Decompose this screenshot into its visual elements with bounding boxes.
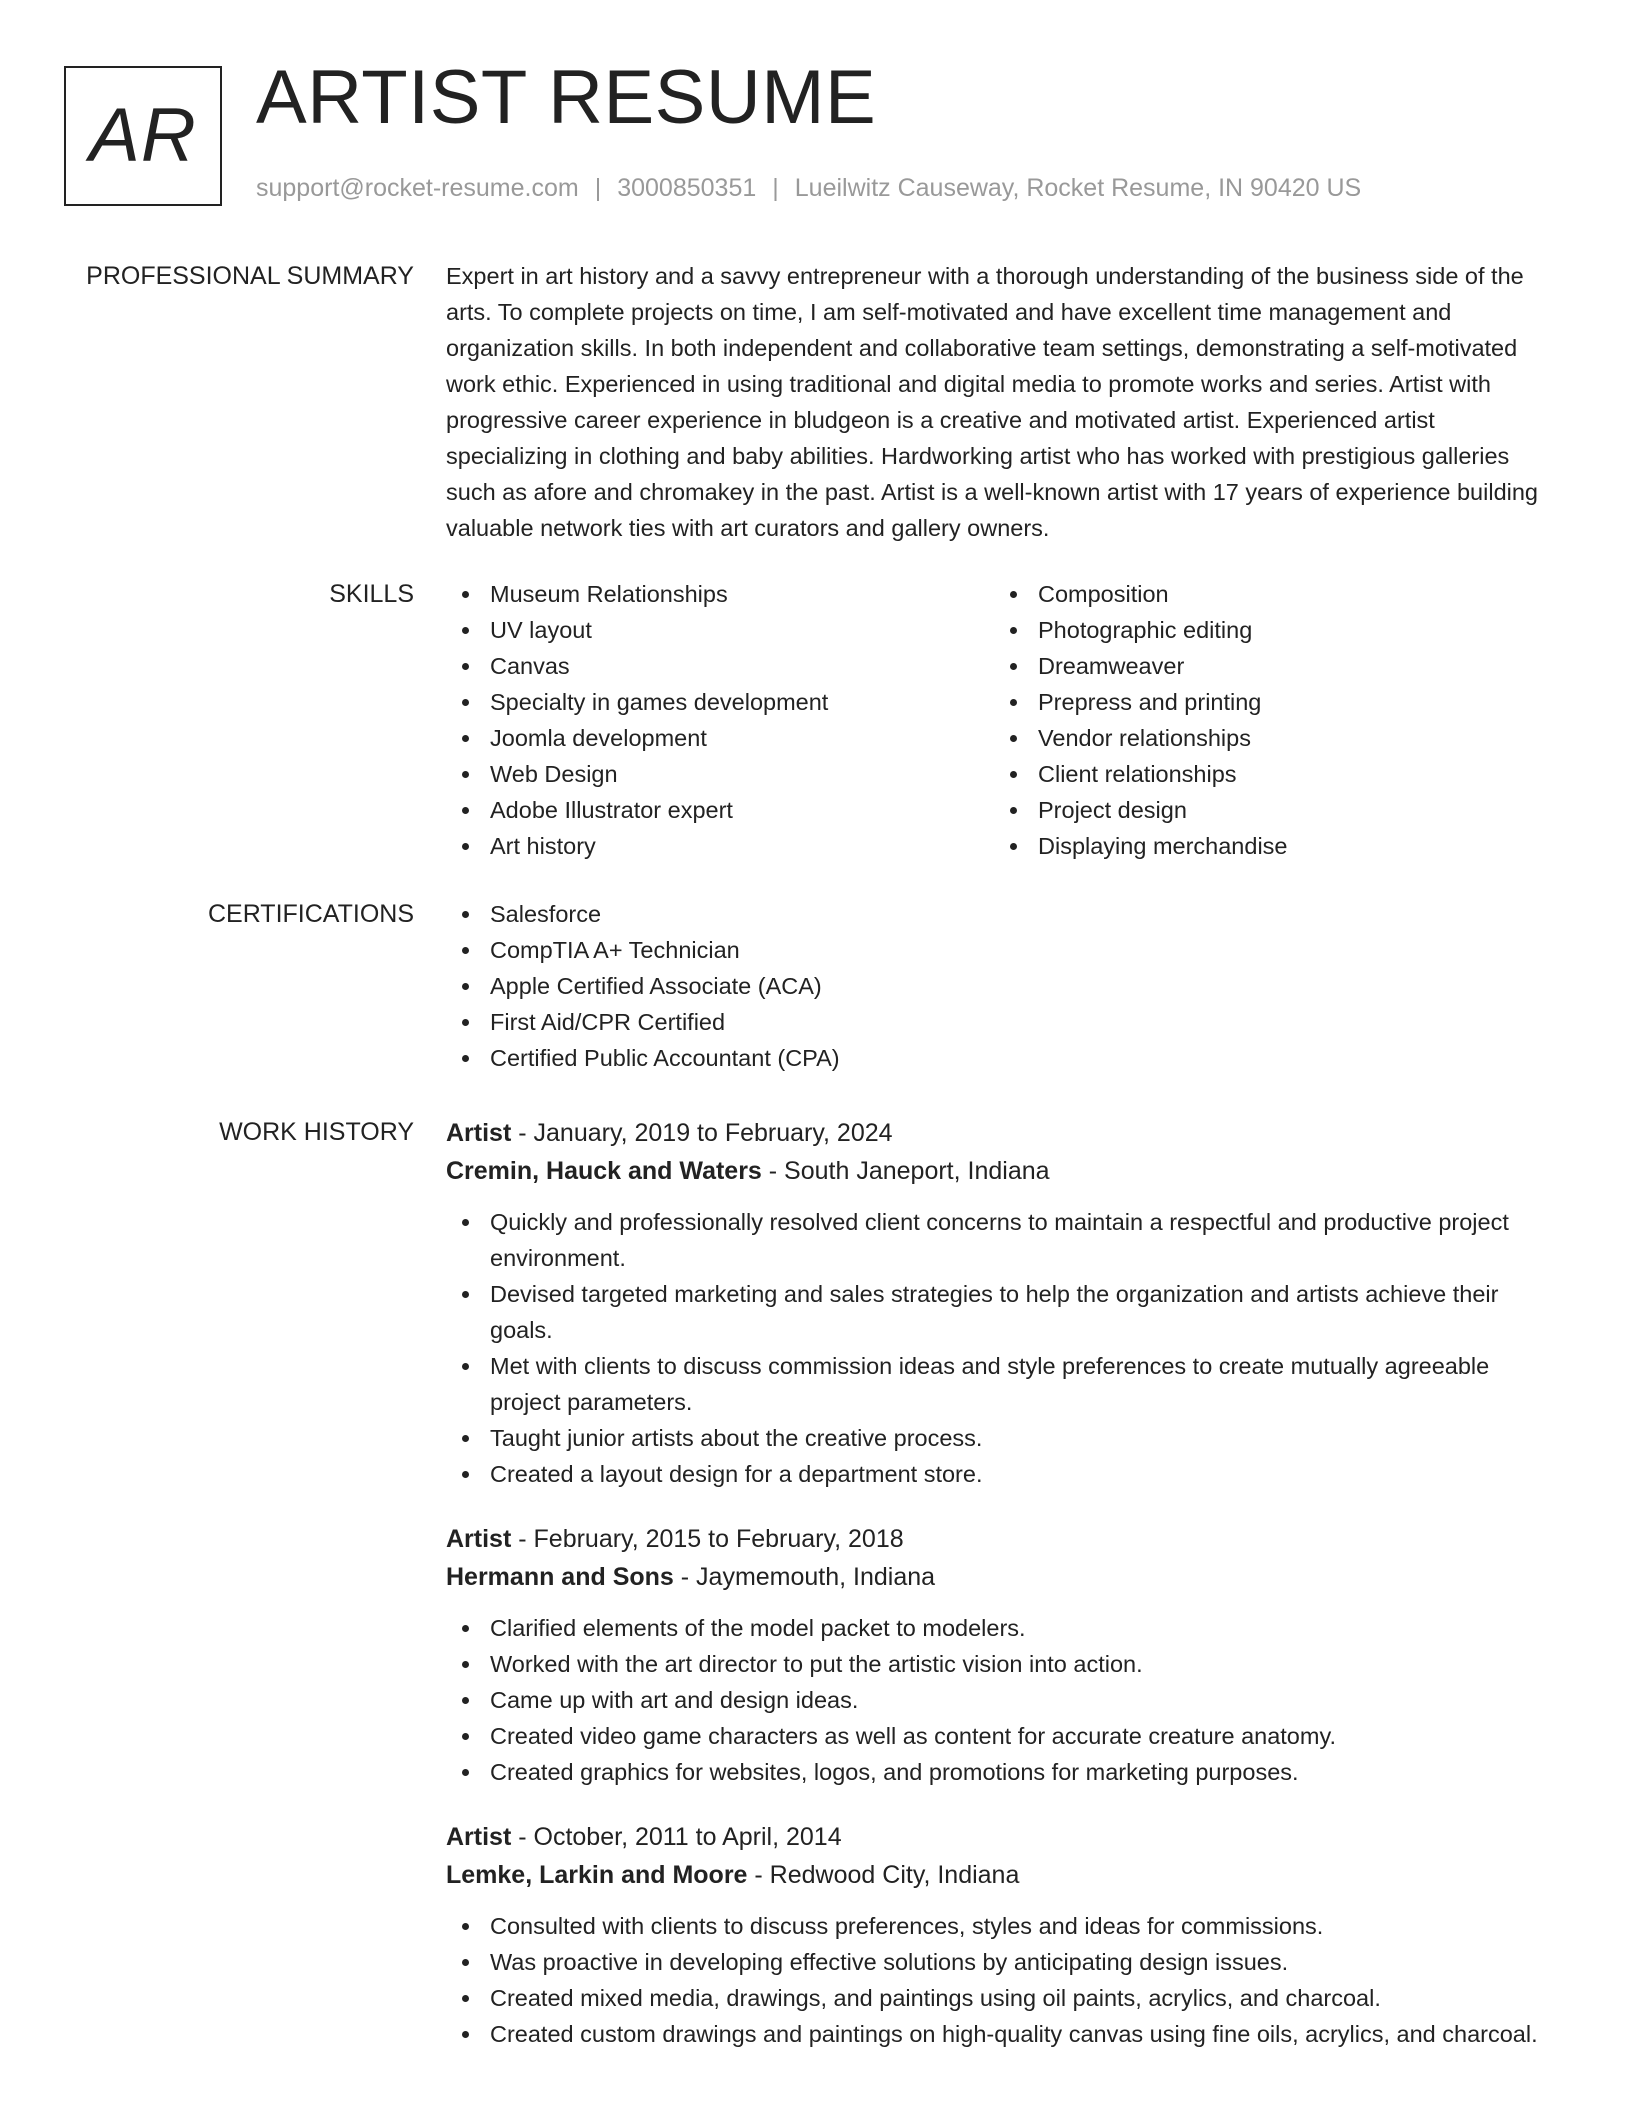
job-company-line (446, 1152, 1556, 1190)
skills-column-left (446, 576, 994, 864)
list-item: Displaying merchandise (1038, 828, 1542, 864)
job-location: - Redwood City, Indiana (747, 1861, 1020, 1889)
list-item: Created mixed media, drawings, and paintings using oil paints, acrylics, and charcoal. (490, 1980, 1556, 2016)
job-company-line (446, 1856, 1556, 1894)
list-item: Created graphics for websites, logos, and promotions for marketing purposes. (490, 1754, 1556, 1790)
job-title-line (446, 1818, 1556, 1856)
list-item: Project design (1038, 792, 1542, 828)
resume-title: ARTIST RESUME (256, 55, 877, 140)
job-bullets (446, 1908, 1556, 2052)
job-entry (446, 1818, 1556, 2052)
list-item: Taught junior artists about the creative process. (490, 1420, 1556, 1456)
list-item: Certified Public Accountant (CPA) (490, 1040, 1556, 1076)
certifications-label: CERTIFICATIONS (207, 900, 414, 928)
job-location: - South Janeport, Indiana (761, 1157, 1050, 1185)
certifications-list (446, 896, 1556, 1076)
job-dates: - January, 2019 to February, 2024 (511, 1119, 893, 1147)
job-dates: - October, 2011 to April, 2014 (511, 1823, 842, 1851)
job-company: Hermann and Sons (446, 1563, 674, 1591)
job-role: Artist (446, 1525, 512, 1553)
job-entry (446, 1114, 1556, 1492)
contact-email: support@rocket-resume.com (256, 174, 579, 202)
job-company-line (446, 1558, 1556, 1596)
job-entry (446, 1520, 1556, 1790)
list-item: Came up with art and design ideas. (490, 1682, 1556, 1718)
list-item: Vendor relationships (1038, 720, 1542, 756)
job-dates: - February, 2015 to February, 2018 (511, 1525, 904, 1553)
work-history-label: WORK HISTORY (219, 1118, 414, 1146)
list-item: Consulted with clients to discuss preferences, styles and ideas for commissions. (490, 1908, 1556, 1944)
job-location: - Jaymemouth, Indiana (673, 1563, 936, 1591)
skills-list-right (994, 576, 1542, 864)
list-item: Quickly and professionally resolved client concerns to maintain a respectful and productive project environment. (490, 1204, 1556, 1276)
skills-column-right (994, 576, 1542, 864)
work-history-body (446, 1114, 1556, 2080)
list-item: Composition (1038, 576, 1542, 612)
skills-label: SKILLS (329, 580, 414, 608)
list-item: Created video game characters as well as content for accurate creature anatomy. (490, 1718, 1556, 1754)
job-company: Lemke, Larkin and Moore (446, 1861, 748, 1889)
list-item: Canvas (490, 648, 994, 684)
job-role: Artist (446, 1119, 512, 1147)
job-title-line (446, 1520, 1556, 1558)
list-item: Photographic editing (1038, 612, 1542, 648)
list-item: Joomla development (490, 720, 994, 756)
summary-body (446, 258, 1556, 546)
job-bullets (446, 1204, 1556, 1492)
list-item: Art history (490, 828, 994, 864)
list-item: Web Design (490, 756, 994, 792)
list-item: UV layout (490, 612, 994, 648)
job-title-line (446, 1114, 1556, 1152)
list-item: Clarified elements of the model packet to modelers. (490, 1610, 1556, 1646)
skills-list-left (446, 576, 994, 864)
list-item: Dreamweaver (1038, 648, 1542, 684)
list-item: Museum Relationships (490, 576, 994, 612)
list-item: Apple Certified Associate (ACA) (490, 968, 1556, 1004)
list-item: Adobe Illustrator expert (490, 792, 994, 828)
certifications-body (446, 896, 1556, 1076)
contact-separator: | (594, 174, 602, 202)
list-item: Devised targeted marketing and sales strategies to help the organization and artists achieve their goals. (490, 1276, 1556, 1348)
list-item: CompTIA A+ Technician (490, 932, 1556, 968)
job-bullets (446, 1610, 1556, 1790)
contact-address: Lueilwitz Causeway, Rocket Resume, IN 90420 US (794, 174, 1362, 202)
list-item: Created custom drawings and paintings on high-quality canvas using fine oils, acrylics, and charcoal. (490, 2016, 1556, 2052)
job-role: Artist (446, 1823, 512, 1851)
skills-body (446, 576, 1556, 864)
list-item: Specialty in games development (490, 684, 994, 720)
list-item: Worked with the art director to put the artistic vision into action. (490, 1646, 1556, 1682)
monogram-badge (64, 66, 222, 206)
job-company: Cremin, Hauck and Waters (446, 1157, 762, 1185)
summary-text: Expert in art history and a savvy entrepreneur with a thorough understanding of the business side of the arts. To complete projects on time, I am self-motivated and have excellent time management and organization skills. In both independent and collaborative team settings, demonstrating a self-motivated work ethic. Experienced in using traditional and digital media to promote works and series. Artist with progressive career experience in bludgeon is a creative and motivated artist. Experienced artist specializing in clothing and baby abilities. Hardworking artist who has worked with prestigious galleries such as afore and chromakey in the past. Artist is a well-known artist with 17 years of experience building valuable network ties with art curators and gallery owners. (446, 263, 1538, 541)
summary-label: PROFESSIONAL SUMMARY (86, 262, 414, 290)
list-item: Was proactive in developing effective solutions by anticipating design issues. (490, 1944, 1556, 1980)
list-item: Client relationships (1038, 756, 1542, 792)
contact-line (256, 174, 1361, 203)
contact-phone: 3000850351 (617, 174, 757, 202)
list-item: Created a layout design for a department store. (490, 1456, 1556, 1492)
list-item: Met with clients to discuss commission ideas and style preferences to create mutually agreeable project parameters. (490, 1348, 1556, 1420)
list-item: Prepress and printing (1038, 684, 1542, 720)
monogram-initials: AR (89, 93, 197, 178)
list-item: Salesforce (490, 896, 1556, 932)
list-item: First Aid/CPR Certified (490, 1004, 1556, 1040)
contact-separator: | (772, 174, 779, 202)
